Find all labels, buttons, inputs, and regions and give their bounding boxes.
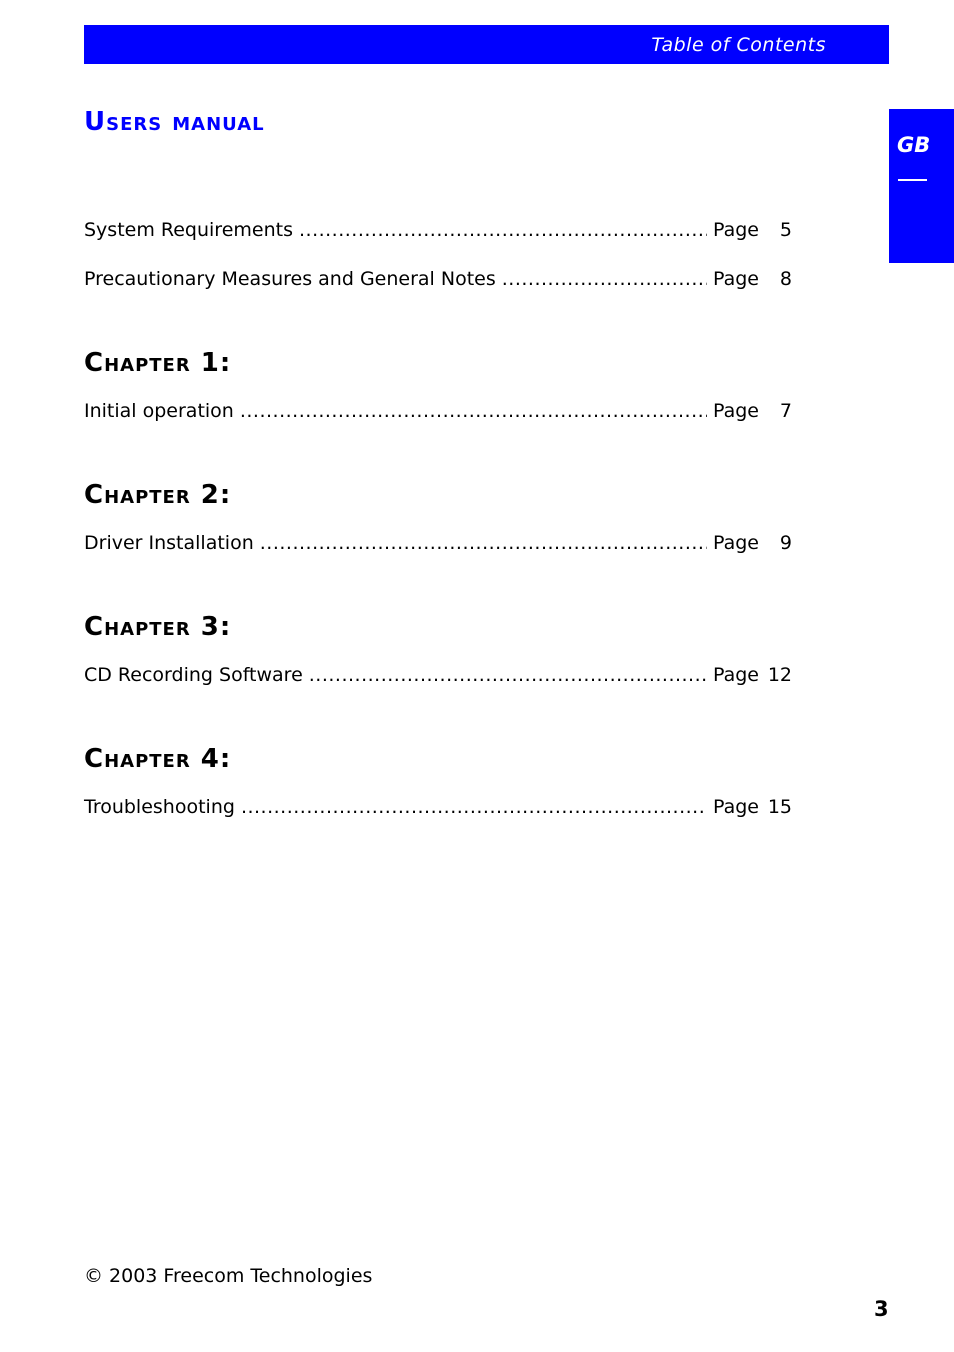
toc-entry-precautionary-measures[interactable] [84, 268, 792, 294]
toc-entry-cd-recording-software[interactable] [84, 664, 792, 690]
toc-page-number: 9 [779, 532, 792, 554]
toc-page-number: 8 [779, 268, 792, 290]
toc-entry-title: CD Recording Software [84, 664, 303, 686]
toc-page-label: Page [713, 268, 759, 290]
toc-dot-leader [309, 664, 707, 686]
toc-dot-leader [260, 532, 707, 554]
header-bar [84, 25, 889, 64]
toc-entry-title: Driver Installation [84, 532, 254, 554]
toc-entry-title: Precautionary Measures and General Notes [84, 268, 496, 290]
chapter-2-heading: Chapter 2: [84, 480, 232, 510]
toc-dot-leader [502, 268, 707, 290]
manual-heading: Users manual [84, 107, 265, 137]
toc-dot-leader [240, 400, 707, 422]
toc-dot-leader [299, 219, 707, 241]
language-label: GB [897, 133, 931, 157]
toc-page-number: 7 [779, 400, 792, 422]
page-number: 3 [874, 1297, 889, 1321]
toc-page-label: Page [713, 664, 759, 686]
toc-page-label: Page [713, 796, 759, 818]
toc-entry-title: Troubleshooting [84, 796, 235, 818]
toc-page-label: Page [713, 400, 759, 422]
chapter-4-heading: Chapter 4: [84, 744, 232, 774]
language-tab [889, 109, 954, 263]
toc-page-number: 12 [767, 664, 792, 686]
chapter-3-heading: Chapter 3: [84, 612, 232, 642]
language-tab-rule [898, 179, 927, 181]
toc-page-number: 5 [779, 219, 792, 241]
copyright-notice: © 2003 Freecom Technologies [84, 1265, 373, 1287]
toc-entry-driver-installation[interactable] [84, 532, 792, 558]
toc-dot-leader [241, 796, 707, 818]
toc-entry-system-requirements[interactable] [84, 219, 792, 245]
toc-entry-initial-operation[interactable] [84, 400, 792, 426]
toc-entry-troubleshooting[interactable] [84, 796, 792, 822]
header-title: Table of Contents [651, 34, 826, 56]
toc-page-label: Page [713, 532, 759, 554]
toc-entry-title: System Requirements [84, 219, 293, 241]
toc-entry-title: Initial operation [84, 400, 234, 422]
toc-page-number: 15 [767, 796, 792, 818]
toc-page-label: Page [713, 219, 759, 241]
chapter-1-heading: Chapter 1: [84, 348, 232, 378]
